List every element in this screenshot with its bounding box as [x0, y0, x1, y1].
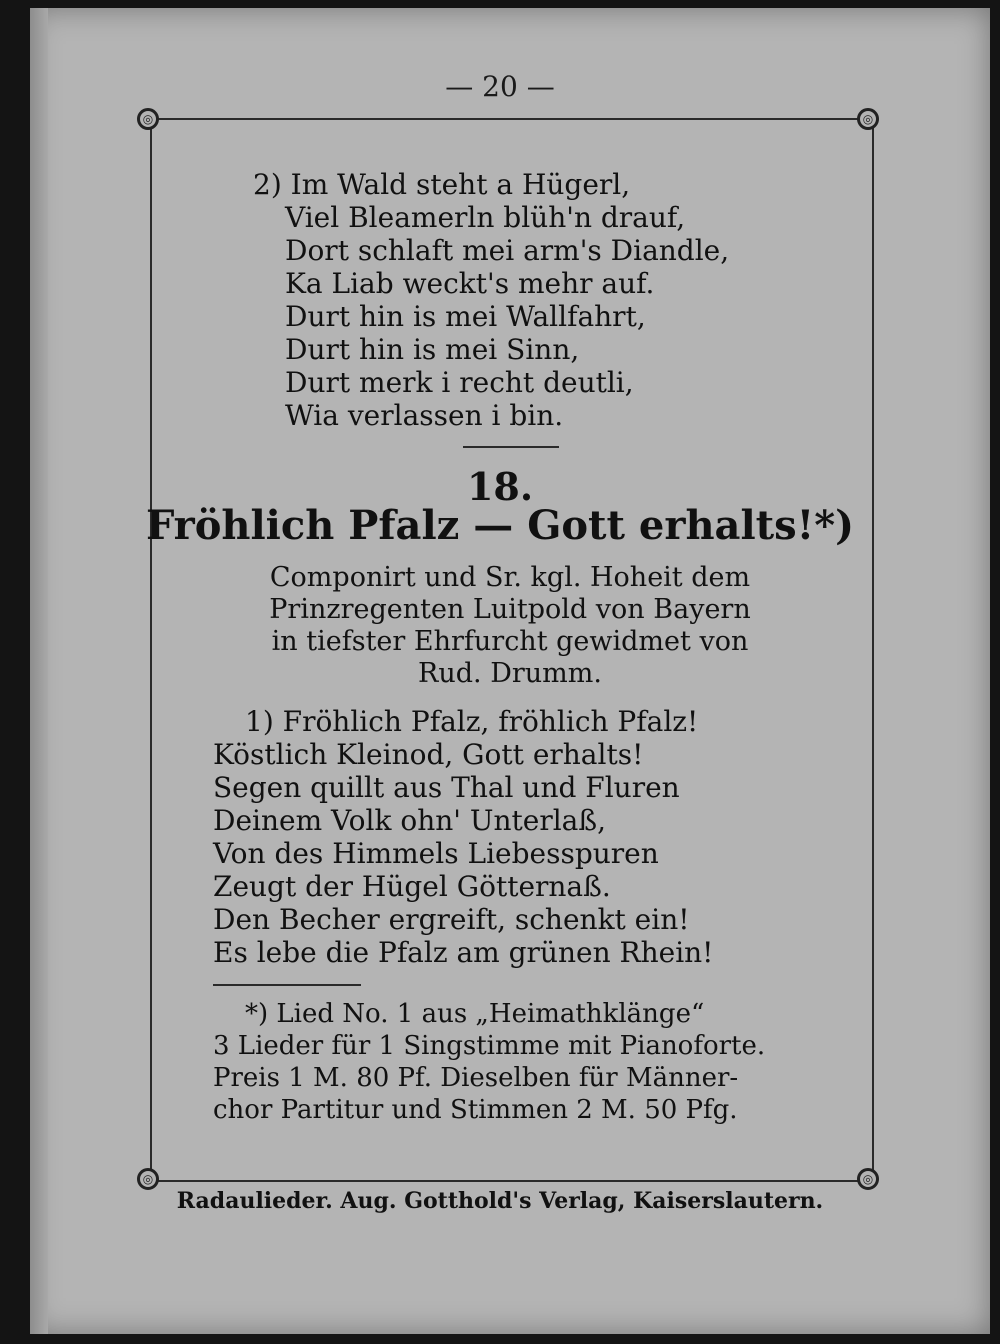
corner-ornament-icon: ◎	[137, 1168, 159, 1190]
footnote-line: Preis 1 M. 80 Pf. Dieselben für Männer-	[213, 1063, 739, 1093]
footnote	[213, 998, 823, 1126]
verse-line: Es lebe die Pfalz am grünen Rhein!	[213, 936, 714, 969]
section-divider	[463, 446, 559, 448]
song-dedication	[150, 562, 870, 690]
verse-line: 2) Im Wald steht a Hügerl,	[253, 168, 631, 201]
verse-line: Ka Liab weckt's mehr auf.	[285, 267, 655, 300]
footnote-line: *) Lied No. 1 aus „Heimathklänge“	[245, 999, 705, 1029]
verse-line: Zeugt der Hügel Götternaß.	[213, 870, 611, 903]
footnote-divider	[213, 984, 361, 986]
footnote-line: chor Partitur und Stimmen 2 M. 50 Pfg.	[213, 1095, 738, 1125]
song-title: Fröhlich Pfalz — Gott erhalts!*)	[145, 502, 855, 549]
corner-ornament-icon: ◎	[857, 108, 879, 130]
verse-line: Köstlich Kleinod, Gott erhalts!	[213, 738, 644, 771]
verse-line: Segen quillt aus Thal und Fluren	[213, 771, 680, 804]
dedication-line: in tiefster Ehrfurcht gewidmet von	[271, 626, 749, 657]
corner-ornament-icon: ◎	[857, 1168, 879, 1190]
page-edge	[30, 8, 48, 1334]
dedication-line: Prinzregenten Luitpold von Bayern	[269, 594, 751, 625]
verse-line: Dort schlaft mei arm's Diandle,	[285, 234, 730, 267]
page-footer: Radaulieder. Aug. Gotthold's Verlag, Kaiserslautern.	[176, 1188, 824, 1214]
corner-ornament-icon: ◎	[137, 108, 159, 130]
dedication-line: Componirt und Sr. kgl. Hoheit dem	[269, 562, 751, 593]
verse-line: Deinem Volk ohn' Unterlaß,	[213, 804, 606, 837]
song-number: 18.	[466, 464, 534, 509]
verse-line: Den Becher ergreift, schenkt ein!	[213, 903, 690, 936]
page-number: — 20 —	[445, 70, 555, 103]
dedication-line: Rud. Drumm.	[418, 658, 602, 689]
verse-line: Durt hin is mei Wallfahrt,	[285, 300, 646, 333]
verse-line: Durt hin is mei Sinn,	[285, 333, 580, 366]
verse-2-previous-song	[253, 168, 729, 432]
verse-line: Durt merk i recht deutli,	[285, 366, 634, 399]
verse-1-song-18	[213, 705, 713, 969]
verse-line: Von des Himmels Liebesspuren	[213, 837, 659, 870]
footnote-line: 3 Lieder für 1 Singstimme mit Pianoforte.	[213, 1031, 766, 1061]
verse-line: Wia verlassen i bin.	[285, 399, 564, 432]
verse-line: 1) Fröhlich Pfalz, fröhlich Pfalz!	[245, 705, 699, 738]
verse-line: Viel Bleamerln blüh'n drauf,	[285, 201, 686, 234]
